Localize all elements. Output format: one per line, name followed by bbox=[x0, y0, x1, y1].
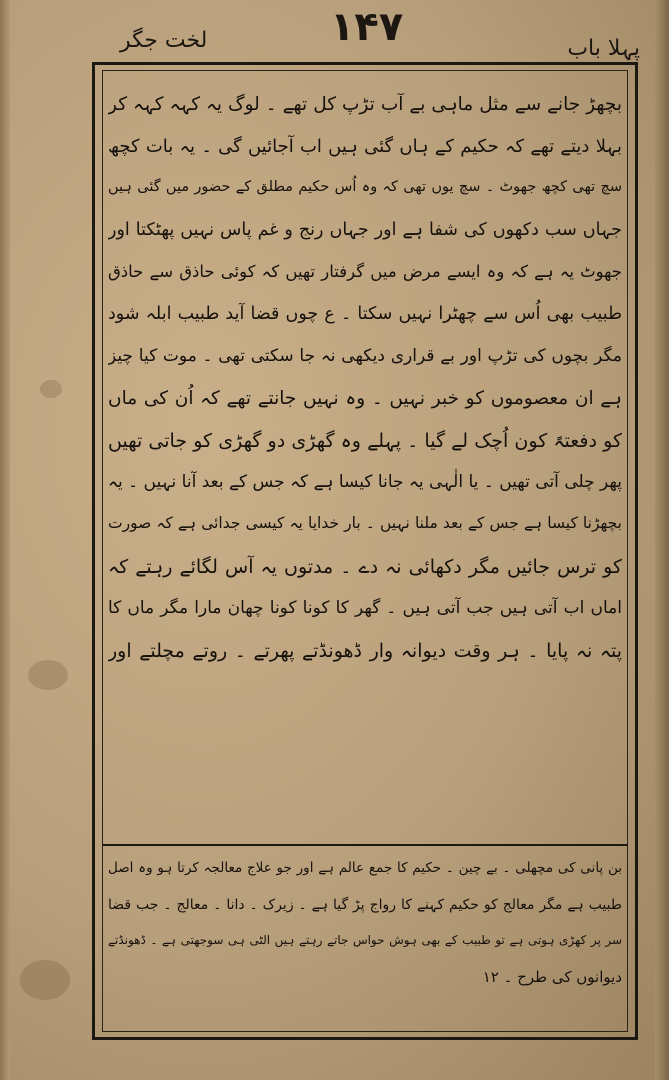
text-line: کو ترس جائیں مگر دکھائی نہ دے ۔ مدتوں یہ آس لگائے رہتے کہ bbox=[108, 556, 622, 578]
left-page-edge bbox=[0, 0, 10, 1080]
running-title: لخت جگر bbox=[120, 28, 208, 53]
text-line: بچھڑنا کیسا ہے جس کے بعد ملنا نہیں ۔ بار خدایا یہ کیسی جدائی ہے کہ صورت bbox=[108, 514, 622, 532]
footnote-line: طبیب ہے مگر معالج کو حکیم کہنے کا رواج پڑ گیا ہے ۔ زیرک ۔ دانا ۔ معالج ۔ جب قضا bbox=[108, 897, 622, 913]
text-line: بہلا دیتے تھے کہ حکیم کے ہاں گئی ہیں اب آجائیں گی ۔ یہ بات کچھ bbox=[108, 136, 622, 157]
text-line: اماں اب آتی ہیں جب آتی ہیں ۔ گھر کا کونا کونا چھان مارا مگر ماں کا bbox=[108, 598, 622, 618]
text-line: پتہ نہ پایا ۔ ہر وقت دیوانہ وار ڈھونڈتے پھرتے ۔ روتے مچلتے اور bbox=[108, 640, 622, 662]
text-line: سچ تھی کچھ جھوٹ ۔ سچ یوں تھی کہ وہ اُس حکیم مطلق کے حضور میں گئی ہیں bbox=[108, 179, 622, 195]
paper-stain bbox=[40, 380, 62, 398]
main-text bbox=[108, 80, 622, 668]
footnote-line: بن پانی کی مچھلی ۔ بے چین ۔ حکیم کا جمع عالم ہے اور جو علاج معالجہ کرتا ہو وہ اصل bbox=[108, 860, 622, 876]
text-line: کو دفعتہً کون اُچک لے گیا ۔ پہلے وہ گھڑی دو گھڑی کو جاتی تھیں bbox=[108, 430, 622, 452]
footnote-line: دیوانوں کی طرح ۔ ۱۲ bbox=[482, 968, 622, 986]
page-number: ۱۴۷ bbox=[330, 4, 404, 50]
text-line: پھر چلی آتی تھیں ۔ یا الٰہی یہ جانا کیسا ہے کہ جس کے بعد آنا نہیں ۔ یہ bbox=[108, 472, 622, 492]
footnote-divider bbox=[102, 844, 628, 846]
text-line: ہے ان معصوموں کو خبر نہیں ۔ وہ نہیں جانتے تھے کہ اُن کی ماں bbox=[108, 388, 622, 409]
text-line: مگر بچوں کی تڑپ اور بے قراری دیکھی نہ جا سکتی تھی ۔ موت کیا چیز bbox=[108, 346, 622, 366]
page-header bbox=[100, 4, 640, 61]
paper-stain bbox=[28, 660, 68, 690]
footnotes bbox=[108, 850, 622, 994]
text-line: جھوٹ یہ ہے کہ وہ ایسے مرض میں گرفتار تھیں کہ کوئی حاذق سے حاذق bbox=[108, 262, 622, 281]
text-line: جہاں سب دکھوں کی شفا ہے اور جہاں رنج و غم پاس نہیں پھٹکتا اور bbox=[108, 220, 622, 240]
right-page-edge bbox=[655, 0, 669, 1080]
paper-stain bbox=[20, 960, 70, 1000]
chapter-title: پہلا باب bbox=[567, 36, 640, 61]
text-line: بچھڑ جانے سے مثل ماہی بے آب تڑپ کل تھے ۔ لوگ یہ کہہ کہہ کر bbox=[108, 94, 622, 115]
footnote-line: سر پر کھڑی ہوتی ہے تو طبیب کے بھی ہوش حواس جاتے رہتے ہیں الٹی ہی سوجھتی ہے ۔ ڈھونڈتے bbox=[108, 933, 622, 947]
text-line: طبیب بھی اُس سے چھٹرا نہیں سکتا ۔ ع چوں قضا آید طبیب ابلہ شود bbox=[108, 304, 622, 324]
